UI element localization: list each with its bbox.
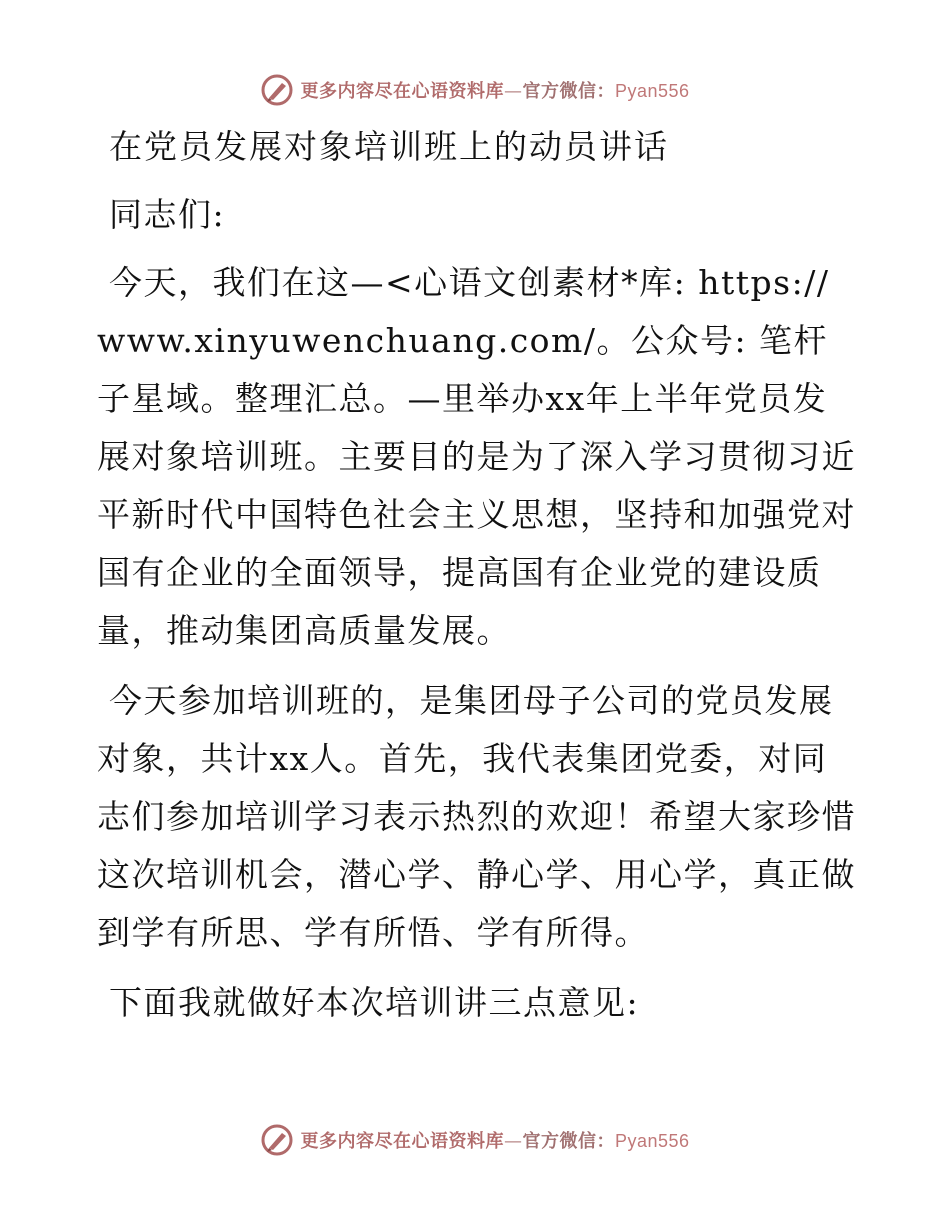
banner-wechat-id: Pyan556 — [614, 81, 690, 101]
header-banner — [0, 70, 950, 110]
banner-wechat-label: 官方微信： — [522, 1131, 615, 1152]
footer-banner — [0, 1120, 950, 1160]
banner-text — [300, 77, 689, 103]
paragraph-1: 今天，我们在这—<心语文创素材*库: https://www.xinyuwenchuang.com/。公众号: 笔杆子星域。整理汇总。—里举办xx年上半年党员发展对象培训班。主要目的是为了深入学习贯彻习近平新时代中国特色社会主义思想，坚持和加强党对国有企业的全面领导，提高国有企业党的建设质量，推动集团高质量发展。 — [97, 263, 856, 650]
banner-main-text: 更多内容尽在心语资料库 — [300, 1131, 504, 1152]
banner-main-text: 更多内容尽在心语资料库 — [300, 81, 504, 102]
paragraph-3: 下面我就做好本次培训讲三点意见: — [109, 983, 640, 1022]
greeting: 同志们: — [109, 195, 226, 234]
pen-logo-icon — [260, 1123, 294, 1157]
banner-text — [300, 1127, 689, 1153]
paragraph-2: 今天参加培训班的，是集团母子公司的党员发展对象，共计xx人。首先，我代表集团党委，对同志们参加培训学习表示热烈的欢迎！希望大家珍惜这次培训机会，潜心学、静心学、用心学，真正做到学有所思、学有所悟、学有所得。 — [97, 681, 856, 952]
banner-separator: — — [503, 81, 523, 102]
banner-wechat-id: Pyan556 — [614, 1131, 690, 1151]
pen-logo-icon — [260, 73, 294, 107]
document-body — [97, 118, 857, 1044]
banner-separator: — — [503, 1131, 523, 1152]
document-title: 在党员发展对象培训班上的动员讲话 — [109, 127, 669, 166]
banner-wechat-label: 官方微信： — [522, 81, 615, 102]
